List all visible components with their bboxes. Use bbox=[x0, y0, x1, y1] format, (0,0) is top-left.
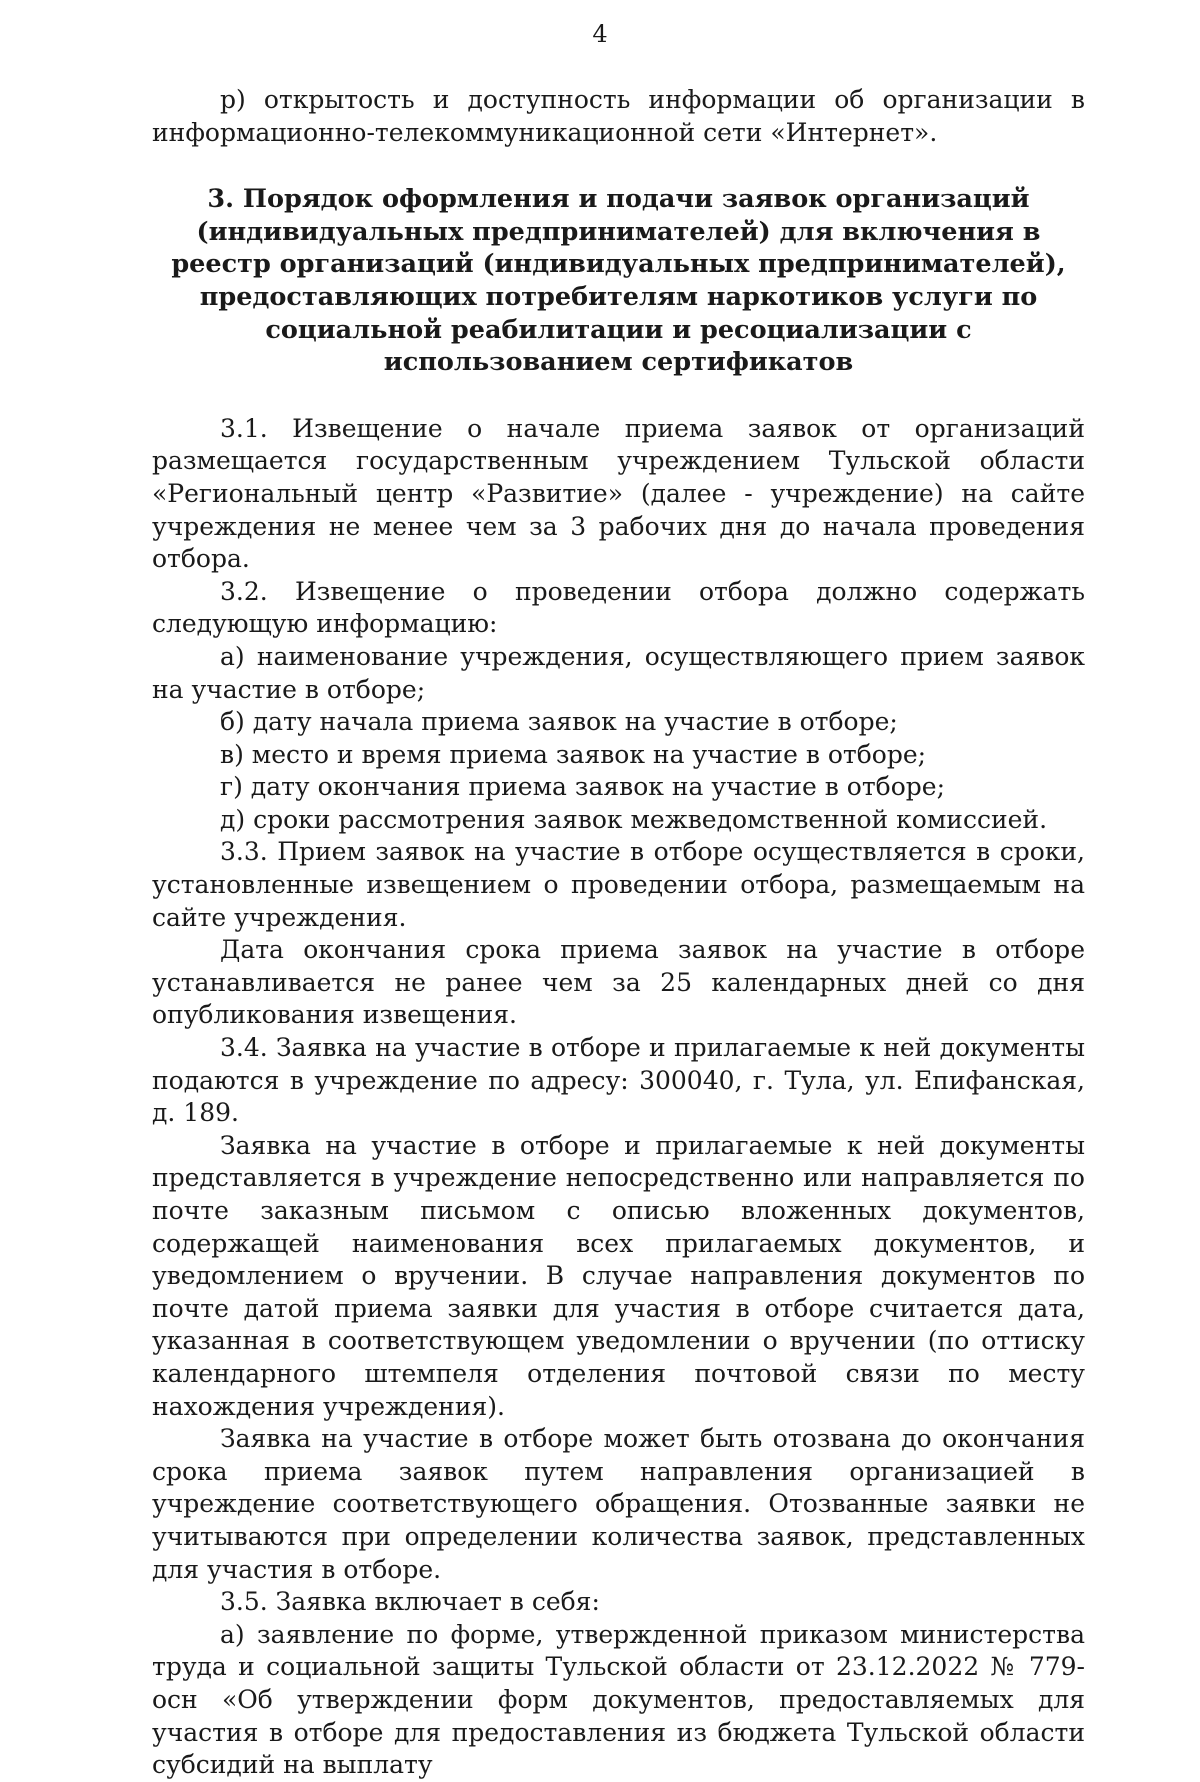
paragraph-3-5: 3.5. Заявка включает в себя: bbox=[220, 1587, 600, 1617]
list-item-v: в) место и время приема заявок на участие в отборе; bbox=[220, 739, 927, 769]
list-item-d: д) сроки рассмотрения заявок межведомственной комиссией. bbox=[220, 804, 1048, 834]
list-item-b: б) дату начала приема заявок на участие в отборе; bbox=[220, 707, 898, 737]
paragraph-3-3: 3.3. Прием заявок на участие в отборе осуществляется в сроки, установленные извещением о проведении отбора, размещаемым на сайте учреждения. bbox=[152, 837, 1085, 932]
paragraph-submission: Заявка на участие в отборе и прилагаемые к ней документы представляется в учреждение непосредственно или направляется по почте заказным письмом с описью вложенных документов, содержащей наименования всех прилагаемых документов, и уведомлением о вручении. В случае направления документов по почте датой приема заявки для участия в отборе считается дата, указанная в соответствующем уведомлении о вручении (по оттиску календарного штемпеля отделения почтовой связи по месту нахождения учреждения). bbox=[152, 1130, 1085, 1421]
paragraph-deadline: Дата окончания срока приема заявок на участие в отборе устанавливается не ранее чем за 25 календарных дней со дня опубликования извещения. bbox=[152, 935, 1085, 1030]
paragraph-withdrawal: Заявка на участие в отборе может быть отозвана до окончания срока приема заявок путем направления организацией в учреждение соответствующего обращения. Отозванные заявки не учитываются при определении количества заявок, представленных для участия в отборе. bbox=[152, 1424, 1085, 1584]
page-number: 4 bbox=[592, 20, 608, 48]
section-title: 3. Порядок оформления и подачи заявок организаций (индивидуальных предпринимателей) для включения в реестр организаций (индивидуальных предпринимателей), предоставляющих потребителям наркотиков услуги по социальной реабилитации и ресоциализации с использованием сертификатов bbox=[171, 184, 1066, 378]
list-item-g: г) дату окончания приема заявок на участие в отборе; bbox=[220, 772, 945, 802]
paragraph-r: р) открытость и доступность информации об организации в информационно-телекоммуникационной сети «Интернет». bbox=[152, 85, 1085, 147]
document-body bbox=[152, 84, 1085, 1782]
list-item-a-application: а) заявление по форме, утвержденной приказом министерства труда и социальной защиты Тульской области от 23.12.2022 № 779-осн «Об утверждении форм документов, предоставляемых для участия в отборе для предоставления из бюджета Тульской области субсидий на выплату bbox=[152, 1619, 1085, 1780]
paragraph-3-4: 3.4. Заявка на участие в отборе и прилагаемые к ней документы подаются в учреждение по адресу: 300040, г. Тула, ул. Епифанская, д. 189. bbox=[152, 1033, 1085, 1128]
list-item-a: а) наименование учреждения, осуществляющего прием заявок на участие в отборе; bbox=[152, 641, 1085, 704]
paragraph-3-2: 3.2. Извещение о проведении отбора должно содержать следующую информацию: bbox=[152, 576, 1085, 639]
paragraph-3-1: 3.1. Извещение о начале приема заявок от организаций размещается государственным учреждением Тульской области «Региональный центр «Развитие» (далее - учреждение) на сайте учреждения не менее чем за 3 рабочих дня до начала проведения отбора. bbox=[152, 413, 1085, 574]
